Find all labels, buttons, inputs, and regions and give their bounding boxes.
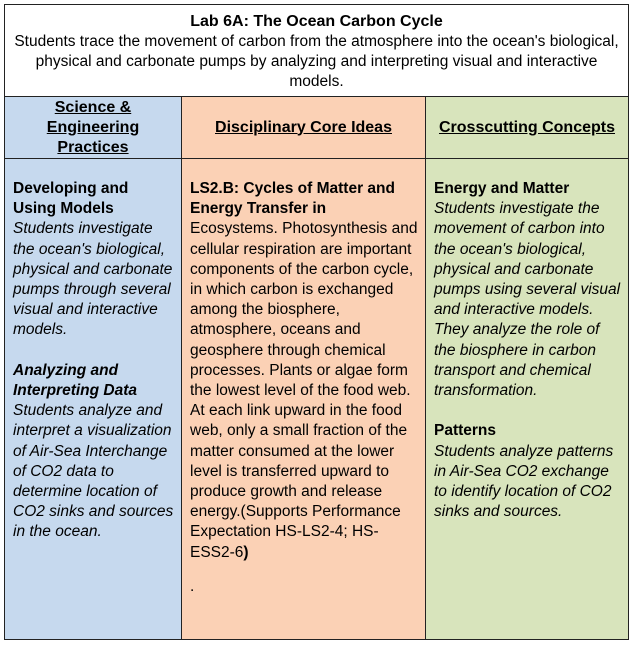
crosscutting-body — [426, 159, 628, 522]
crosscutting-section2-text: Students analyze patterns in Air-Sea CO2 exchange to identify location of CO2 sinks and sources. — [434, 442, 614, 521]
lab-title: Lab 6A: The Ocean Carbon Cycle — [190, 13, 443, 30]
core-ideas-closing-paren: ) — [243, 543, 249, 561]
crosscutting-column — [426, 97, 628, 639]
practices-section1-text: Students investigate the ocean's biological, physical and carbonate pumps through several visual and interactive models. — [13, 220, 173, 339]
core-ideas-trailing-dot: . — [190, 577, 195, 595]
core-ideas-column — [182, 97, 426, 639]
practices-section2-text: Students analyze and interpret a visualization of Air-Sea Interchange of CO2 data to determine location of CO2 sinks and sources in the ocean. — [13, 402, 174, 541]
practices-section2-title: Analyzing and Interpreting Data — [13, 361, 138, 400]
lab-description: Students trace the movement of carbon from the atmosphere into the ocean's biological, physical and carbonate pumps by analyzing and interpreting visual and interactive models. — [14, 33, 619, 90]
lab-table — [4, 4, 629, 640]
practices-body — [5, 159, 181, 543]
core-ideas-section-title: LS2.B: Cycles of Matter and Energy Transfer in — [190, 180, 395, 218]
practices-section1-title: Developing and Using Models — [13, 180, 129, 218]
core-ideas-body — [182, 159, 425, 597]
crosscutting-section1-text: Students investigate the movement of carbon into the ocean's biological, physical and carbonate pumps using several visual and interactive models. They analyze the role of the biosphere in carbon transport and chemical transformation. — [434, 200, 621, 400]
lab-header — [5, 5, 628, 97]
crosscutting-section2-title: Patterns — [434, 422, 497, 440]
crosscutting-heading: Crosscutting Concepts — [426, 97, 628, 159]
crosscutting-section1-title: Energy and Matter — [434, 180, 570, 197]
core-ideas-section-text-block — [190, 219, 419, 562]
practices-heading: Science & Engineering Practices — [5, 97, 181, 159]
core-ideas-heading: Disciplinary Core Ideas — [182, 97, 425, 159]
practices-column — [5, 97, 182, 639]
core-ideas-section-text: Ecosystems. Photosynthesis and cellular respiration are important components of the carbon cycle, in which carbon is exchanged among the biosphere, atmosphere, oceans and geosphere through chemical processes. Plants or algae form the lowest level of the food web. At each link upward in the food web, only a small fraction of the matter consumed at the lower level is transferred upward to produce growth and release energy.(Supports Performance Expectation HS-LS2-4; HS-ESS2-6 — [190, 220, 418, 561]
